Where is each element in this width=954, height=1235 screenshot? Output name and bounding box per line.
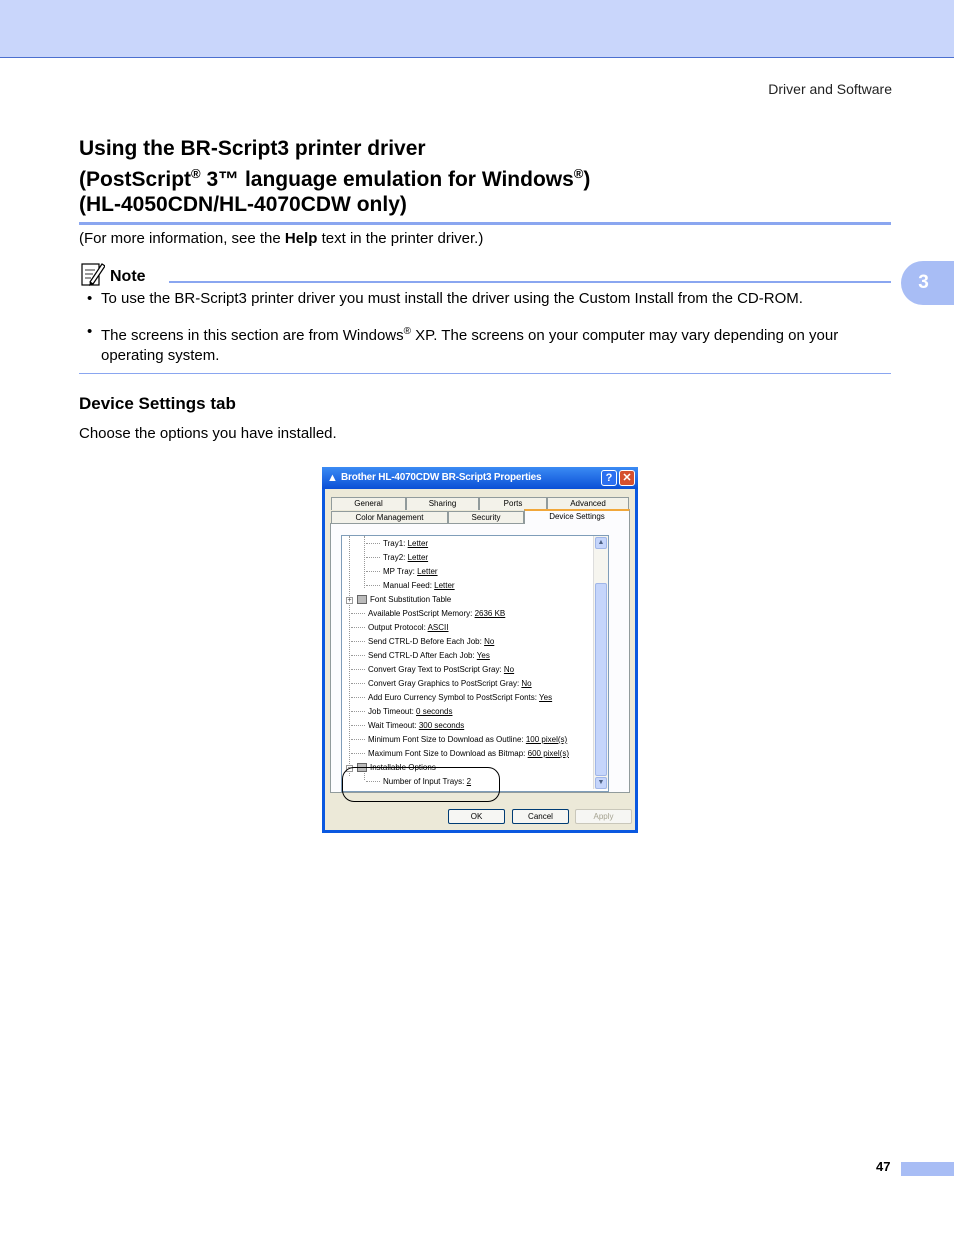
tab-security[interactable]: Security [448,511,524,524]
running-header: Driver and Software [768,81,892,97]
tree-item[interactable]: Send CTRL-D After Each Job: Yes [351,650,490,662]
tree-item[interactable]: Add Euro Currency Symbol to PostScript Fonts: Yes [351,692,552,704]
help-button[interactable]: ? [601,470,617,486]
tree-item[interactable]: Manual Feed: Letter [366,580,455,592]
ok-button[interactable]: OK [448,809,505,824]
title-reg-1: ® [191,166,201,181]
tab-general[interactable]: General [331,497,406,510]
font-table-icon [357,595,367,604]
properties-dialog-screenshot [322,467,638,833]
dialog-body [325,489,635,830]
close-button[interactable]: ✕ [619,470,635,486]
tab-advanced[interactable]: Advanced [547,497,629,510]
page-number: 47 [876,1159,891,1174]
note-item [79,322,894,366]
title-line-2a: (PostScript [79,168,192,191]
scroll-down-icon[interactable]: ▼ [595,777,607,789]
vertical-scrollbar[interactable] [593,536,608,789]
page-number-bar [901,1162,954,1176]
chapter-tab [901,261,954,305]
note-pencil-icon [81,261,105,287]
title-line-2c: ) [583,168,591,191]
note-rule [169,281,891,283]
dialog-titlebar [322,467,638,489]
section-text: Choose the options you have installed. [79,425,337,442]
intro-help: Help [284,230,318,247]
note-text-1: To use the BR-Script3 printer driver you must install the driver using the Custom Install from the CD-ROM. [101,290,803,307]
note-label: Note [110,268,146,285]
note-end-rule [79,373,891,374]
device-settings-panel [330,523,630,793]
tree-item[interactable]: Minimum Font Size to Download as Outline: 100 pixel(s) [351,734,567,746]
tree-item[interactable]: Available PostScript Memory: 2636 KB [351,608,505,620]
title-line-3: (HL-4050CDN/HL-4070CDW only) [79,193,407,216]
intro-before: (For more information, see the [79,230,285,247]
tree-item[interactable]: MP Tray: Letter [366,566,438,578]
tree-item[interactable]: Convert Gray Graphics to PostScript Gray: No [351,678,532,690]
title-line-1: Using the BR-Script3 printer driver [79,137,426,160]
printer-icon: ▲ [327,472,338,484]
tree-item[interactable]: Tray1: Letter [366,538,428,550]
tree-guide [364,536,365,588]
highlight-oval [342,767,500,802]
intro-after: text in the printer driver.) [317,230,484,247]
expand-minus-icon[interactable]: − [347,765,352,772]
tree-guide [349,536,350,776]
dialog-title: Brother HL-4070CDW BR-Script3 Properties [341,472,542,483]
tree-item[interactable]: Convert Gray Text to PostScript Gray: No [351,664,514,676]
tree-item[interactable]: Maximum Font Size to Download as Bitmap: 600 pixel(s) [351,748,569,760]
note-text-2a: The screens in this section are from Windows [101,327,404,344]
tree-item[interactable]: Number of Input Trays: 2 [366,776,471,788]
intro-text [79,230,483,247]
title-line-2b: 3™ language emulation for Windows [200,168,574,191]
tab-device-settings[interactable]: Device Settings [524,509,630,524]
tree-item[interactable]: Font Substitution Table [357,594,451,606]
tree-item[interactable]: Wait Timeout: 300 seconds [351,720,464,732]
tree-item[interactable]: Send CTRL-D Before Each Job: No [351,636,494,648]
tree-item[interactable]: Tray2: Letter [366,552,428,564]
top-band [0,0,954,58]
tab-ports[interactable]: Ports [479,497,547,510]
title-reg-2: ® [573,166,584,181]
note-reg: ® [403,326,411,337]
note-header [79,261,891,287]
tree-item[interactable]: Installable Options [357,762,436,774]
expand-plus-icon[interactable]: + [347,597,352,604]
scroll-up-icon[interactable]: ▲ [595,537,607,549]
tab-sharing[interactable]: Sharing [406,497,479,510]
note-text-2b: XP. The screens on your computer may vary depending on your operating system. [101,327,839,364]
apply-button[interactable]: Apply [575,809,632,824]
scroll-thumb[interactable] [595,583,607,776]
note-list [79,289,894,379]
cancel-button[interactable]: Cancel [512,809,569,824]
section-heading: Device Settings tab [79,394,236,413]
page-title [79,136,891,225]
tree-item[interactable]: Output Protocol: ASCII [351,622,449,634]
note-item [79,289,894,309]
tree-item[interactable]: Job Timeout: 0 seconds [351,706,453,718]
tab-color-management[interactable]: Color Management [331,511,448,524]
chapter-number: 3 [918,272,929,293]
settings-tree[interactable] [341,535,609,792]
